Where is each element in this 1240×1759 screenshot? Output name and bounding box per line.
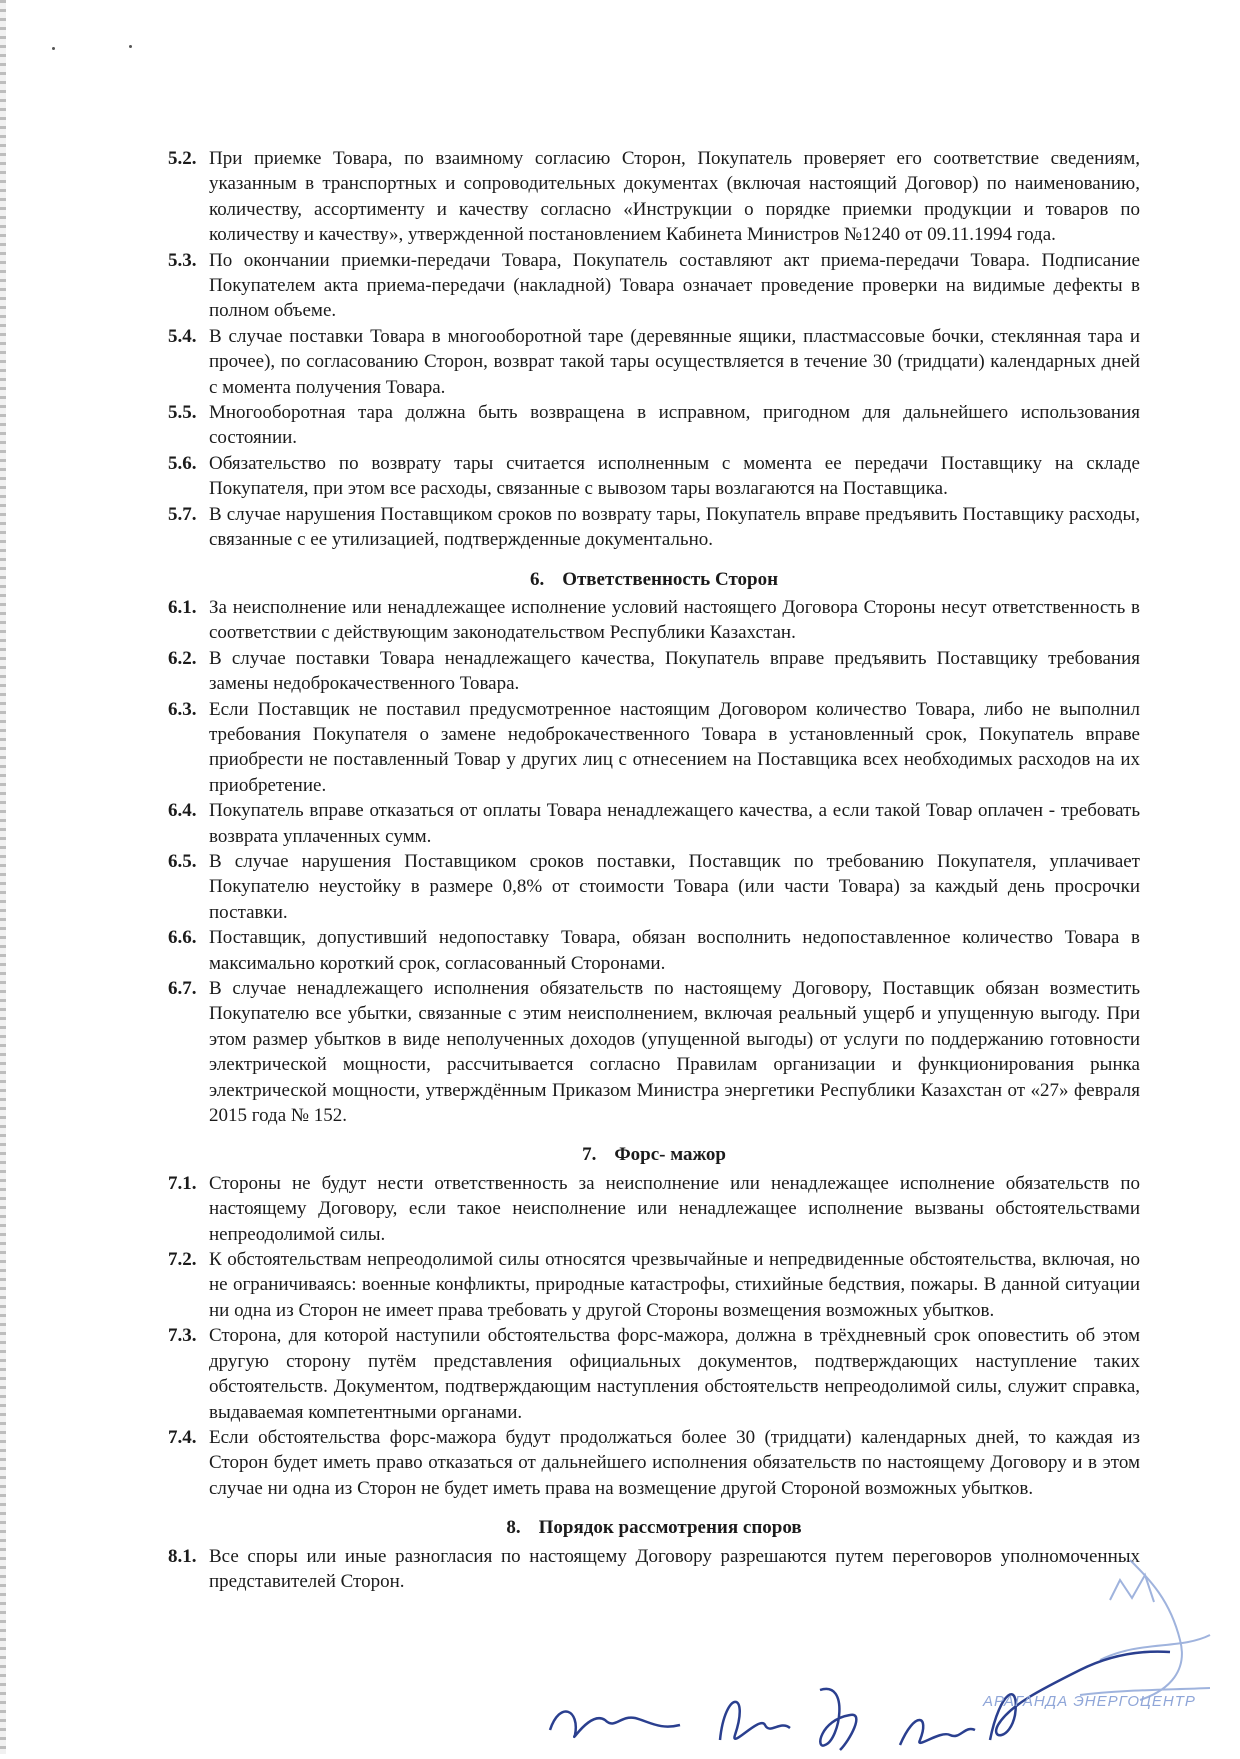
document-page <box>168 146 1140 1594</box>
clause-number: 7.1. <box>168 1172 197 1194</box>
clause-number: 7.3. <box>168 1325 197 1347</box>
clause <box>168 976 1140 1128</box>
clause-number: 5.7. <box>168 503 197 525</box>
clause-text: При приемке Товара, по взаимному согласию Сторон, Покупатель проверяет его соответствие сведениям, указанным в транспортных и сопроводительных документах (включая настоящий Договор) по наименованию, количеству, ассортименту и качеству согласно «Инструкции о порядке приемки продукции и товаров по количеству и качеству», утвержденной постановлением Кабинета Министров №1240 от 09.11.1994 года. <box>209 148 1140 246</box>
clause <box>168 324 1140 400</box>
clause <box>168 400 1140 451</box>
clause-text: В случае нарушения Поставщиком сроков поставки, Поставщик по требованию Покупателя, уплачивает Покупателю неустойку в размере 0,8% от стоимости Товара (или части Товара) за каждый день просрочки поставки. <box>209 850 1140 923</box>
clause-text: За неисполнение или ненадлежащее исполнение условий настоящего Договора Стороны несут ответственность в соответствии с действующим законодательством Республики Казахстан. <box>209 596 1140 644</box>
clause <box>168 798 1140 849</box>
signature-3 <box>820 1689 856 1750</box>
scan-speck <box>129 45 132 48</box>
clause-number: 6.3. <box>168 698 197 720</box>
section-heading <box>168 567 1140 592</box>
stamp-fragment <box>1080 1560 1210 1700</box>
clause <box>168 451 1140 502</box>
clause-text: В случае поставки Товара в многооборотной таре (деревянные ящики, пластмассовые бочки, стеклянная тара и прочее), по согласованию Сторон, возврат такой тары осуществляется в течение 30 (тридцати) календарных дней с момента получения Товара. <box>209 325 1140 398</box>
clause <box>168 646 1140 697</box>
clause <box>168 1247 1140 1323</box>
section-heading <box>168 1515 1140 1540</box>
section-heading-title: Ответственность Сторон <box>562 568 779 590</box>
clause <box>168 595 1140 646</box>
clause-number: 5.3. <box>168 249 197 271</box>
clause <box>168 502 1140 553</box>
clause-text: Многооборотная тара должна быть возвращена в исправном, пригодном для дальнейшего использования состоянии. <box>209 402 1140 449</box>
clause-number: 6.1. <box>168 596 197 618</box>
section-heading-number: 7. <box>582 1144 597 1166</box>
clause <box>168 1171 1140 1247</box>
signature-2 <box>720 1702 790 1740</box>
signatures-image <box>520 1540 1220 1754</box>
scan-speck <box>52 47 55 50</box>
clause-number: 7.2. <box>168 1249 197 1271</box>
clause-text: Обязательство по возврату тары считается исполненным с момента ее передачи Поставщику на складе Покупателя, при этом все расходы, связанные с вывозом тары возлагаются на Поставщика. <box>209 452 1140 500</box>
clause <box>168 248 1140 324</box>
clause-number: 8.1. <box>168 1545 197 1567</box>
signatures-area <box>520 1540 1220 1754</box>
clause-number: 6.5. <box>168 850 197 872</box>
clause-number: 5.4. <box>168 325 197 347</box>
section-heading-title: Порядок рассмотрения споров <box>538 1517 802 1539</box>
clause <box>168 1425 1140 1501</box>
stamp-text: АРАГАНДА ЭНЕРГОЦЕНТР <box>983 1693 1196 1710</box>
clause-text: В случае нарушения Поставщиком сроков по возврату тары, Покупатель вправе предъявить Поставщику расходы, связанные с ее утилизацией, подтвержденные документально. <box>209 503 1140 551</box>
clause <box>168 146 1140 248</box>
clause-text: По окончании приемки-передачи Товара, Покупатель составляют акт приема-передачи Товара. Подписание Покупателем акта приема-передачи (накладной) Товара означает проведение проверки на видимые дефекты в полном объеме. <box>209 249 1140 322</box>
clause-text: Покупатель вправе отказаться от оплаты Товара ненадлежащего качества, а если такой Товар оплачен - требовать возврата уплаченных сумм. <box>209 800 1140 847</box>
clause <box>168 1323 1140 1425</box>
clause <box>168 697 1140 799</box>
section-heading-number: 6. <box>529 568 545 590</box>
clause-number: 6.4. <box>168 800 197 822</box>
clause-text: Если обстоятельства форс-мажора будут продолжаться более 30 (тридцати) календарных дней, то каждая из Сторон будет иметь право отказаться от дальнейшего исполнения обязательств по настоящему Договору и в этом случае ни одна из Сторон не будет иметь права на возмещение другой Стороной возможных убытков. <box>209 1426 1140 1499</box>
clause-number: 5.5. <box>168 402 197 424</box>
clause-text: В случае ненадлежащего исполнения обязательств по настоящему Договору, Поставщик обязан возместить Покупателю все убытки, связанные с этим неисполнением, включая реальный ущерб и упущенную выгоду. При этом размер убытков в виде неполученных доходов (упущенной выгоды) от услуги по поддержанию готовности электрической мощности, рассчитывается согласно Правилам организации и функционирования рынка электрической мощности, утверждённым Приказом Министра энергетики Республики Казахстан от «27» февраля 2015 года № 152. <box>209 978 1140 1127</box>
clause-text: К обстоятельствам непреодолимой силы относятся чрезвычайные и непредвиденные обстоятельства, включая, но не ограничиваясь: военные конфликты, природные катастрофы, стихийные бедствия, пожары. В данной ситуации ни одна из Сторон не имеет права требовать у другой Стороны возмещения возможных убытков. <box>209 1249 1140 1321</box>
clause-text: Сторона, для которой наступили обстоятельства форс-мажора, должна в трёхдневный срок оповестить об этом другую сторону путём представления официальных документов, подтверждающих наступление таких обстоятельств. Документом, подтверждающим наступления обстоятельств непреодолимой силы, служит справка, выдаваемая компетентными органами. <box>209 1325 1140 1423</box>
clause-number: 5.2. <box>168 148 197 169</box>
clause-text: Стороны не будут нести ответственность за неисполнение или ненадлежащее исполнение обязательств по настоящему Договору, если такое неисполнение или ненадлежащее исполнение вызваны обстоятельствами непреодолимой силы. <box>209 1172 1140 1245</box>
signature-1 <box>550 1711 680 1736</box>
section-heading-number: 8. <box>506 1517 521 1539</box>
clause-number: 7.4. <box>168 1426 197 1448</box>
section-heading <box>168 1142 1140 1167</box>
clause <box>168 925 1140 976</box>
section-heading-title: Форс- мажор <box>614 1144 726 1166</box>
clause <box>168 849 1140 925</box>
scan-edge <box>0 0 6 1754</box>
signature-4 <box>900 1720 975 1745</box>
clause-text: Поставщик, допустивший недопоставку Товара, обязан восполнить недопоставленное количество Товара в максимально короткий срок, согласованный Сторонами. <box>209 927 1140 974</box>
clause-number: 6.7. <box>168 978 197 999</box>
clause-number: 6.6. <box>168 927 197 949</box>
clause-text: В случае поставки Товара ненадлежащего качества, Покупатель вправе предъявить Поставщику требования замены недоброкачественного Товара. <box>209 647 1140 695</box>
clause-number: 5.6. <box>168 452 197 474</box>
clause-text: Все споры или иные разногласия по настоящему Договору разрешаются путем переговоров уполномоченных представителей Сторон. <box>209 1545 1140 1592</box>
clause-number: 6.2. <box>168 647 197 669</box>
clause-text: Если Поставщик не поставил предусмотренное настоящим Договором количество Товара, либо не выполнил требования Покупателя о замене недоброкачественного Товара в установленный срок, Покупатель вправе приобрести не поставленный Товар у других лиц с отнесением на Поставщика всех необходимых расходов на их приобретение. <box>209 698 1140 796</box>
